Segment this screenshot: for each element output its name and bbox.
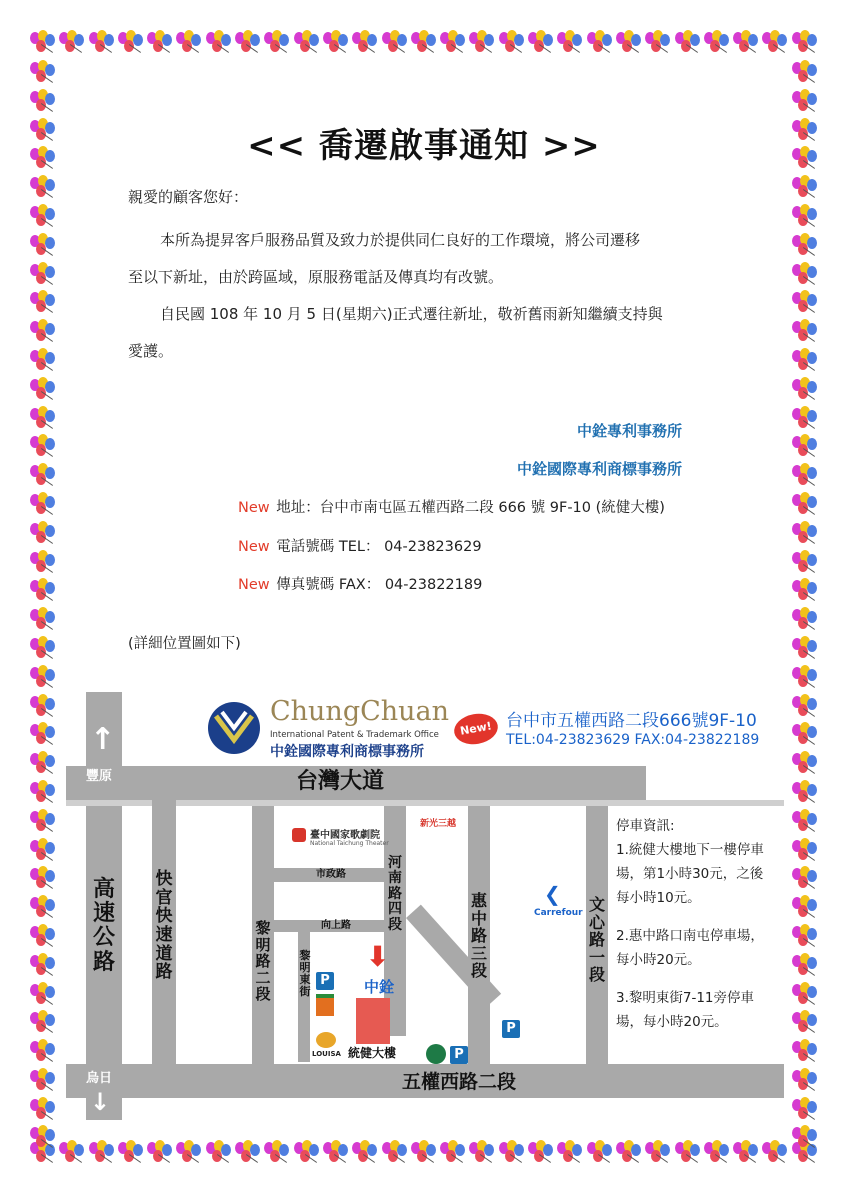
balloon-icon xyxy=(30,60,56,84)
louisa-label: LOUISA xyxy=(312,1050,341,1058)
limingdong-label: 黎明東街 xyxy=(299,949,311,999)
balloon-icon xyxy=(118,1140,144,1164)
balloon-icon xyxy=(616,30,642,54)
parking-title: 停車資訊: xyxy=(616,818,675,834)
parking-item-2: 2.惠中路口南屯停車場，每小時20元。 xyxy=(616,928,764,968)
balloon-icon xyxy=(30,175,56,199)
balloon-icon xyxy=(528,1140,554,1164)
left-balloon-border xyxy=(30,60,56,1150)
balloon-icon xyxy=(792,434,818,458)
balloon-icon xyxy=(762,1140,788,1164)
balloon-icon xyxy=(382,1140,408,1164)
balloon-icon xyxy=(675,1140,701,1164)
balloon-icon xyxy=(411,1140,437,1164)
balloon-icon xyxy=(30,1125,56,1149)
balloon-icon xyxy=(382,30,408,54)
seven-eleven-icon xyxy=(316,994,334,1016)
balloon-icon xyxy=(118,30,144,54)
balloon-icon xyxy=(792,377,818,401)
balloon-icon xyxy=(792,809,818,833)
map-address: 台中市五權西路二段666號9F-10 xyxy=(506,711,757,731)
balloon-icon xyxy=(30,377,56,401)
location-map xyxy=(66,692,784,1120)
new-label: New xyxy=(238,577,270,593)
balloon-icon xyxy=(30,262,56,286)
balloon-icon xyxy=(30,780,56,804)
map-phones: TEL:04-23823629 FAX:04-23822189 xyxy=(506,732,760,748)
balloon-icon xyxy=(792,1010,818,1034)
balloon-icon xyxy=(733,30,759,54)
phone-text: 電話號碼 TEL： 04-23823629 xyxy=(276,539,482,555)
shinkong-label: 新光三越 xyxy=(420,819,457,829)
balloon-icon xyxy=(294,1140,320,1164)
balloon-icon xyxy=(792,204,818,228)
paragraph-1 xyxy=(128,222,728,296)
balloon-icon xyxy=(792,953,818,977)
balloon-icon xyxy=(792,1039,818,1063)
balloon-icon xyxy=(89,1140,115,1164)
balloon-icon xyxy=(792,780,818,804)
page-title: << 喬遷啟事通知 >> xyxy=(247,126,601,166)
balloon-icon xyxy=(587,1140,613,1164)
balloon-icon xyxy=(206,30,232,54)
balloon-icon xyxy=(792,406,818,430)
balloon-icon xyxy=(528,30,554,54)
contact-phone xyxy=(238,535,482,556)
balloon-icon xyxy=(762,30,788,54)
balloon-icon xyxy=(792,895,818,919)
balloon-icon xyxy=(30,694,56,718)
kuaiguan-label: 快官快速道路 xyxy=(155,869,173,983)
carrefour-label: Carrefour xyxy=(534,908,583,918)
balloon-icon xyxy=(30,1068,56,1092)
theater-icon xyxy=(292,828,306,842)
balloon-icon xyxy=(499,30,525,54)
balloon-icon xyxy=(30,751,56,775)
fax-text: 傳真號碼 FAX： 04-23822189 xyxy=(276,577,483,593)
contact-fax xyxy=(238,573,482,594)
signature-trademark-office: 中銓國際專利商標事務所 xyxy=(516,460,682,478)
balloon-icon xyxy=(411,30,437,54)
balloon-icon xyxy=(30,953,56,977)
balloon-icon xyxy=(645,1140,671,1164)
parking-info xyxy=(616,814,776,1034)
balloon-icon xyxy=(675,30,701,54)
balloon-icon xyxy=(792,722,818,746)
balloon-icon xyxy=(147,1140,173,1164)
taiwan-boulevard-label: 台灣大道 xyxy=(296,769,385,794)
balloon-icon xyxy=(733,1140,759,1164)
balloon-icon xyxy=(30,233,56,257)
balloon-icon xyxy=(30,866,56,890)
balloon-icon xyxy=(206,1140,232,1164)
balloon-icon xyxy=(59,1140,85,1164)
up-arrow-icon: ↑ xyxy=(90,722,116,757)
balloon-icon xyxy=(792,233,818,257)
balloon-icon xyxy=(352,30,378,54)
balloon-icon xyxy=(235,1140,261,1164)
balloon-icon xyxy=(30,578,56,602)
balloon-icon xyxy=(792,319,818,343)
balloon-icon xyxy=(30,924,56,948)
balloon-icon xyxy=(792,30,818,54)
balloon-icon xyxy=(557,1140,583,1164)
balloon-icon xyxy=(235,30,261,54)
balloon-icon xyxy=(792,89,818,113)
balloon-icon xyxy=(30,463,56,487)
balloon-icon xyxy=(30,809,56,833)
balloon-icon xyxy=(323,30,349,54)
balloon-icon xyxy=(440,30,466,54)
parking-icon-building: P xyxy=(450,1046,468,1064)
balloon-icon xyxy=(616,1140,642,1164)
balloon-icon xyxy=(645,30,671,54)
balloon-icon xyxy=(30,204,56,228)
balloon-icon xyxy=(147,30,173,54)
paragraph-2-line-2: 愛護。 xyxy=(128,342,174,360)
balloon-icon xyxy=(30,434,56,458)
new-badge-text: New! xyxy=(459,719,493,738)
balloon-icon xyxy=(294,30,320,54)
balloon-icon xyxy=(323,1140,349,1164)
balloon-icon xyxy=(792,262,818,286)
balloon-icon xyxy=(30,1097,56,1121)
paragraph-1-line-2: 至以下新址，由於跨區域，原服務電話及傳真均有改號。 xyxy=(128,268,504,286)
balloon-icon xyxy=(499,1140,525,1164)
balloon-icon xyxy=(704,30,730,54)
balloon-icon xyxy=(30,607,56,631)
highway-label: 高速公路 xyxy=(92,877,115,975)
balloon-icon xyxy=(792,607,818,631)
brand-name-en: ChungChuan xyxy=(270,696,450,727)
balloon-icon xyxy=(30,1010,56,1034)
brand-name-zh: 中銓國際專利商標事務所 xyxy=(270,744,424,760)
balloon-icon xyxy=(59,30,85,54)
building-label: 統健大樓 xyxy=(348,1046,397,1060)
carrefour-icon: ❮ xyxy=(544,882,561,906)
balloon-icon xyxy=(792,636,818,660)
wenxin-label: 文心路一段 xyxy=(588,895,605,985)
balloon-icon xyxy=(30,636,56,660)
balloon-icon xyxy=(30,665,56,689)
xiangshang-label: 向上路 xyxy=(321,920,351,931)
theater-label: 臺中國家歌劇院 xyxy=(310,830,380,841)
balloon-icon xyxy=(792,60,818,84)
balloon-icon xyxy=(30,492,56,516)
balloon-icon xyxy=(30,30,56,54)
balloon-icon xyxy=(30,1039,56,1063)
balloon-icon xyxy=(792,1068,818,1092)
balloon-icon xyxy=(792,521,818,545)
henan-label: 河南路四段 xyxy=(388,855,402,933)
new-label: New xyxy=(238,500,270,516)
starbucks-icon xyxy=(426,1044,446,1064)
parking-icon-huizhong: P xyxy=(502,1020,520,1038)
balloon-icon xyxy=(30,550,56,574)
target-label: 中銓 xyxy=(364,978,395,996)
top-balloon-border xyxy=(30,30,818,56)
balloon-icon xyxy=(792,982,818,1006)
signature-patent-office: 中銓專利事務所 xyxy=(576,422,682,440)
balloon-icon xyxy=(30,319,56,343)
balloon-icon xyxy=(792,463,818,487)
fengyuan-label: 豐原 xyxy=(86,769,113,784)
parking-item-1: 1.統健大樓地下一樓停車場，第1小時30元，之後每小時10元。 xyxy=(616,842,764,906)
balloon-icon xyxy=(30,722,56,746)
balloon-icon xyxy=(792,1125,818,1149)
chungchuan-logo-icon xyxy=(206,700,262,756)
balloon-icon xyxy=(30,838,56,862)
theater-label-en: National Taichung Theater xyxy=(310,840,389,847)
balloon-icon xyxy=(792,492,818,516)
new-label: New xyxy=(238,539,270,555)
right-balloon-border xyxy=(792,60,818,1150)
down-arrow-icon: ↓ xyxy=(90,1088,111,1116)
balloon-icon xyxy=(176,1140,202,1164)
louisa-icon xyxy=(316,1032,336,1048)
new-badge xyxy=(452,710,501,747)
balloon-icon xyxy=(792,578,818,602)
balloon-icon xyxy=(352,1140,378,1164)
brand-subtitle: International Patent & Trademark Office xyxy=(270,730,439,740)
map-note: (詳細位置圖如下) xyxy=(128,636,241,652)
bottom-balloon-border xyxy=(30,1140,818,1166)
building-icon xyxy=(356,998,390,1044)
liming-label: 黎明路二段 xyxy=(255,919,271,1003)
wuri-label: 烏日 xyxy=(86,1071,113,1086)
wuquan-label: 五權西路二段 xyxy=(402,1071,517,1093)
balloon-icon xyxy=(30,348,56,372)
balloon-icon xyxy=(89,30,115,54)
parking-item-3: 3.黎明東街7-11旁停車場，每小時20元。 xyxy=(616,990,755,1030)
balloon-icon xyxy=(440,1140,466,1164)
balloon-icon xyxy=(792,1097,818,1121)
balloon-icon xyxy=(792,694,818,718)
balloon-icon xyxy=(264,30,290,54)
balloon-icon xyxy=(469,30,495,54)
paragraph-2 xyxy=(128,296,728,370)
balloon-icon xyxy=(792,348,818,372)
balloon-icon xyxy=(792,290,818,314)
address-text: 地址：台中市南屯區五權西路二段 666 號 9F-10 (統健大樓) xyxy=(276,500,665,516)
balloon-icon xyxy=(30,290,56,314)
balloon-icon xyxy=(587,30,613,54)
target-arrow-icon: ⬇ xyxy=(366,940,390,973)
balloon-icon xyxy=(792,866,818,890)
balloon-icon xyxy=(792,924,818,948)
balloon-icon xyxy=(469,1140,495,1164)
balloon-icon xyxy=(792,175,818,199)
balloon-icon xyxy=(30,89,56,113)
balloon-icon xyxy=(704,1140,730,1164)
paragraph-1-line-1: 本所為提昇客戶服務品質及致力於提供同仁良好的工作環境，將公司遷移 xyxy=(160,231,641,249)
huizhong-label: 惠中路三段 xyxy=(470,891,487,981)
balloon-icon xyxy=(557,30,583,54)
parking-icon-liming: P xyxy=(316,972,334,990)
greeting: 親愛的顧客您好： xyxy=(128,188,249,206)
balloon-icon xyxy=(30,982,56,1006)
balloon-icon xyxy=(30,521,56,545)
balloon-icon xyxy=(30,895,56,919)
balloon-icon xyxy=(176,30,202,54)
balloon-icon xyxy=(792,751,818,775)
balloon-icon xyxy=(792,665,818,689)
shizheng-label: 市政路 xyxy=(316,869,346,880)
balloon-icon xyxy=(792,550,818,574)
balloon-icon xyxy=(30,406,56,430)
paragraph-2-line-1: 自民國 108 年 10 月 5 日(星期六)正式遷往新址，敬祈舊雨新知繼續支持與 xyxy=(160,305,663,323)
contact-address xyxy=(238,496,665,517)
balloon-icon xyxy=(264,1140,290,1164)
balloon-icon xyxy=(792,838,818,862)
